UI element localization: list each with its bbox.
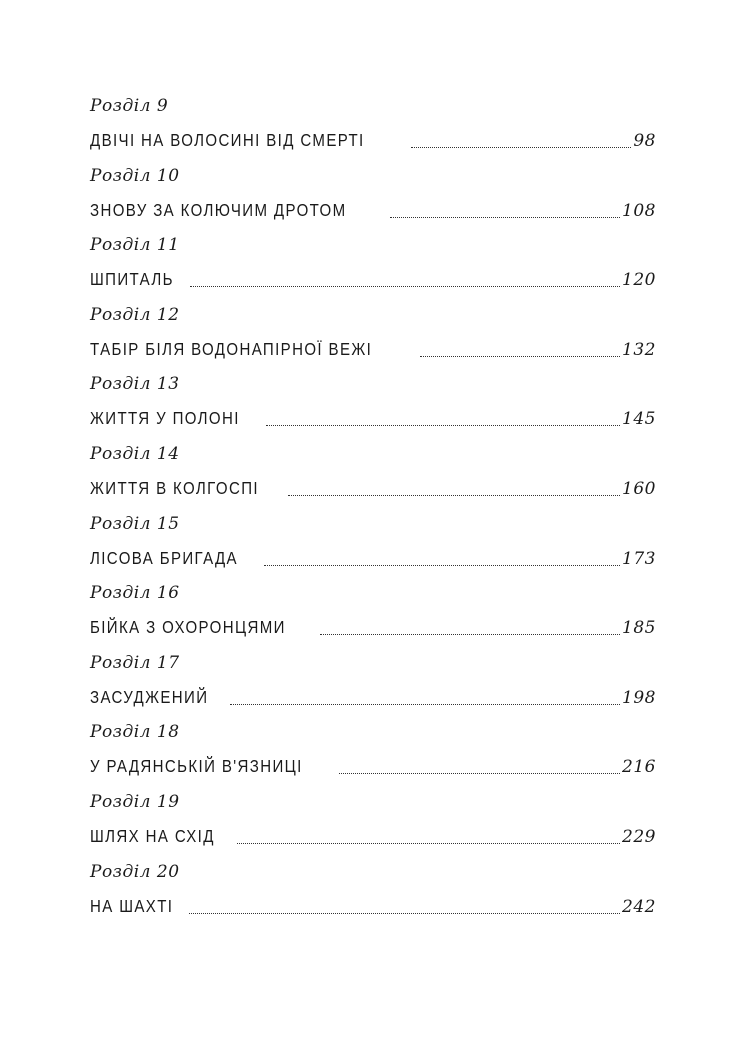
dot-leader	[190, 286, 621, 287]
dot-leader	[264, 565, 620, 566]
toc-line	[90, 474, 656, 503]
toc-entry	[90, 231, 656, 301]
chapter-label: Розділ 11	[90, 235, 180, 256]
chapter-title: НА ШАХТІ	[90, 895, 174, 916]
page-number: 160	[622, 478, 656, 499]
page-number: 98	[633, 131, 656, 151]
page-number: 120	[622, 270, 656, 291]
toc-line	[90, 613, 656, 642]
chapter-label: Розділ 17	[90, 652, 180, 673]
toc-entry	[90, 162, 656, 232]
toc-line	[90, 683, 656, 712]
page-number: 173	[622, 548, 656, 569]
chapter-label: Розділ 14	[90, 443, 180, 464]
page-number: 185	[622, 618, 656, 639]
chapter-label: Розділ 20	[90, 861, 180, 882]
page-number: 216	[622, 757, 656, 778]
toc-entry	[90, 649, 656, 719]
chapter-label: Розділ 10	[90, 165, 180, 186]
toc-entry	[90, 440, 656, 510]
toc-entry	[90, 579, 656, 649]
chapter-title: БІЙКА З ОХОРОНЦЯМИ	[90, 617, 286, 638]
chapter-title: У РАДЯНСЬКІЙ В'ЯЗНИЦІ	[90, 756, 303, 777]
toc-entry	[90, 92, 656, 162]
table-of-contents	[90, 92, 656, 927]
dot-leader	[288, 495, 620, 496]
page-number: 229	[622, 826, 656, 847]
toc-entry	[90, 718, 656, 788]
chapter-title: ЖИТТЯ В КОЛГОСПІ	[90, 477, 259, 498]
chapter-title: ЛІСОВА БРИГАДА	[90, 547, 238, 568]
chapter-title: ДВІЧІ НА ВОЛОСИНІ ВІД СМЕРТІ	[90, 130, 365, 150]
dot-leader	[420, 356, 620, 357]
chapter-title: ЖИТТЯ У ПОЛОНІ	[90, 408, 240, 429]
toc-entry	[90, 788, 656, 858]
page-number: 145	[622, 409, 656, 430]
chapter-label: Розділ 9	[90, 96, 169, 116]
chapter-label: Розділ 18	[90, 722, 180, 743]
dot-leader	[320, 634, 620, 635]
toc-line	[90, 892, 656, 921]
chapter-title: ШПИТАЛЬ	[90, 269, 174, 290]
chapter-title: ЗНОВУ ЗА КОЛЮЧИМ ДРОТОМ	[90, 199, 347, 220]
toc-entry	[90, 301, 656, 371]
page-number: 132	[622, 339, 656, 360]
dot-leader	[339, 773, 620, 774]
dot-leader	[411, 147, 631, 148]
dot-leader	[189, 913, 620, 914]
chapter-title: ТАБІР БІЛЯ ВОДОНАПІРНОЇ ВЕЖІ	[90, 338, 373, 359]
dot-leader	[237, 843, 620, 844]
dot-leader	[390, 217, 620, 218]
page-number: 198	[622, 687, 656, 708]
toc-line	[90, 196, 656, 225]
page-number: 242	[622, 896, 656, 917]
chapter-label: Розділ 16	[90, 583, 180, 604]
page-number: 108	[622, 200, 656, 221]
dot-leader	[266, 425, 620, 426]
chapter-label: Розділ 19	[90, 791, 180, 812]
toc-line	[90, 404, 656, 433]
chapter-label: Розділ 12	[90, 304, 180, 325]
toc-line	[90, 822, 656, 851]
dot-leader	[230, 704, 620, 705]
chapter-label: Розділ 13	[90, 374, 180, 395]
toc-entry	[90, 510, 656, 580]
toc-line	[90, 126, 656, 155]
chapter-title: ШЛЯХ НА СХІД	[90, 825, 215, 846]
toc-entry	[90, 858, 656, 928]
chapter-label: Розділ 15	[90, 513, 180, 534]
toc-line	[90, 752, 656, 781]
toc-line	[90, 265, 656, 294]
toc-entry	[90, 370, 656, 440]
toc-line	[90, 544, 656, 573]
chapter-title: ЗАСУДЖЕНИЙ	[90, 686, 209, 707]
toc-line	[90, 335, 656, 364]
